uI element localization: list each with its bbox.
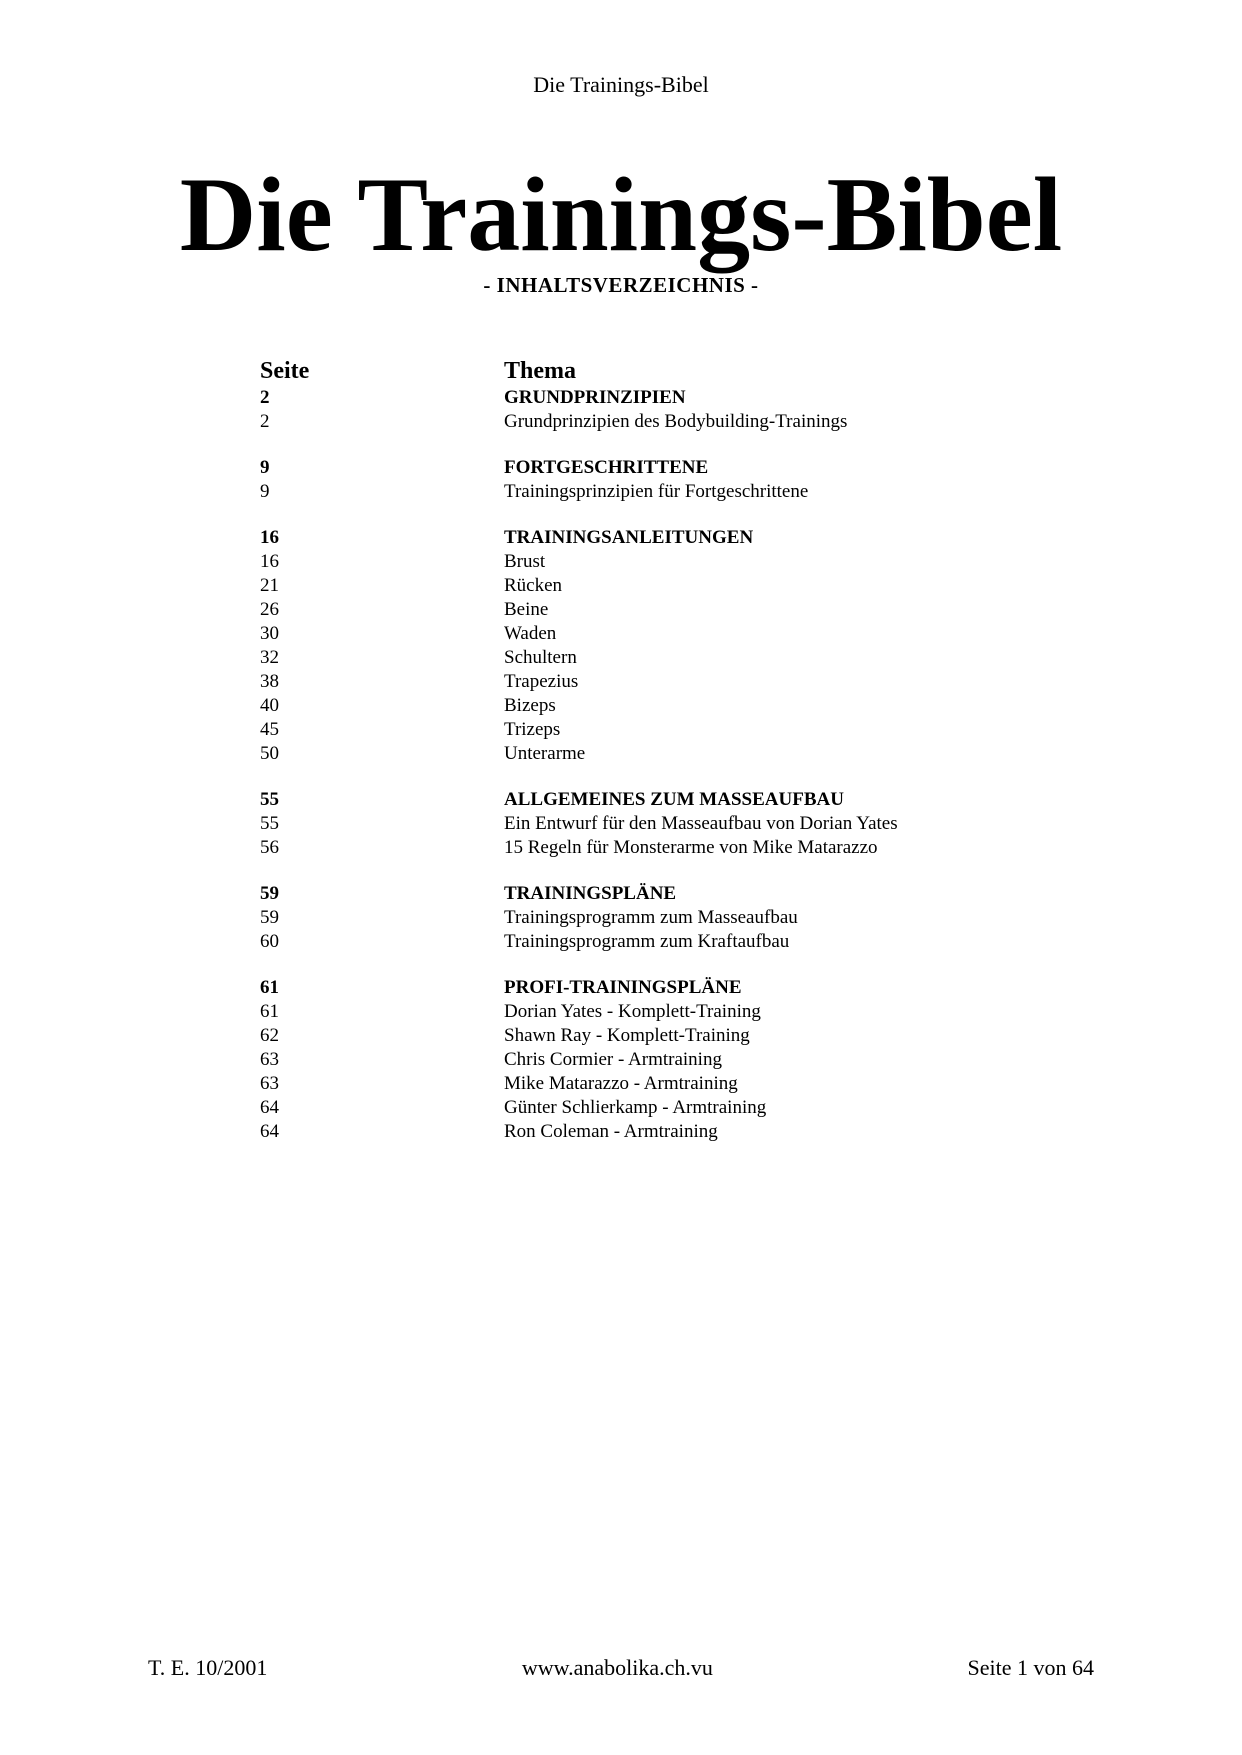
toc-section-title: FORTGESCHRITTENE: [504, 457, 709, 478]
toc-entry-page: 16: [260, 551, 279, 572]
toc-section-page: 16: [260, 527, 279, 548]
toc-entry-row: [260, 1120, 1020, 1144]
toc-entry-topic: Ron Coleman - Armtraining: [504, 1121, 718, 1142]
toc-entry-page: 64: [260, 1121, 279, 1142]
toc-header-row: [260, 356, 1020, 386]
footer-website: www.anabolika.ch.vu: [521, 1655, 713, 1680]
toc-entry-page: 21: [260, 575, 279, 596]
toc-section-title-row: [260, 976, 1020, 1000]
toc-entry-topic: Dorian Yates - Komplett-Training: [504, 1001, 761, 1022]
toc-entry-row: [260, 622, 1020, 646]
toc-entry-page: 60: [260, 931, 279, 952]
toc-entry-page: 32: [260, 647, 279, 668]
document-subtitle: - INHALTSVERZEICHNIS -: [483, 273, 759, 297]
toc-entry-row: [260, 480, 1020, 504]
toc-section-title-row: [260, 788, 1020, 812]
toc-section-page: 2: [260, 387, 270, 408]
toc-entry-topic: Chris Cormier - Armtraining: [504, 1049, 722, 1070]
toc-section-page: 61: [260, 977, 279, 998]
toc-section: [260, 386, 1020, 434]
toc-section: [260, 882, 1020, 954]
toc-entry-row: [260, 410, 1020, 434]
toc-entry-topic: 15 Regeln für Monsterarme von Mike Matarazzo: [504, 837, 878, 858]
toc-entry-page: 38: [260, 671, 279, 692]
toc-section-title: PROFI-TRAININGSPLÄNE: [504, 977, 742, 998]
toc-section: [260, 976, 1020, 1144]
table-of-contents: [260, 356, 1020, 1166]
toc-entry-page: 63: [260, 1049, 279, 1070]
toc-entry-page: 56: [260, 837, 279, 858]
document-title: Die Trainings-Bibel: [179, 156, 1063, 273]
toc-entry-topic: Trapezius: [504, 671, 579, 692]
toc-section-page: 9: [260, 457, 270, 478]
toc-entry-row: [260, 646, 1020, 670]
toc-entry-row: [260, 930, 1020, 954]
toc-section-title-row: [260, 526, 1020, 550]
toc-entry-topic: Grundprinzipien des Bodybuilding-Trainings: [504, 411, 848, 432]
toc-entry-topic: Bizeps: [504, 695, 556, 716]
toc-entry-topic: Mike Matarazzo - Armtraining: [504, 1073, 738, 1094]
toc-entry-row: [260, 1024, 1020, 1048]
toc-section: [260, 788, 1020, 860]
toc-entry-topic: Trainingsprogramm zum Kraftaufbau: [504, 931, 790, 952]
toc-entry-topic: Trizeps: [504, 719, 561, 740]
toc-section-title: TRAININGSPLÄNE: [504, 883, 677, 904]
toc-section-title-row: [260, 882, 1020, 906]
toc-entry-page: 62: [260, 1025, 279, 1046]
toc-entry-row: [260, 1096, 1020, 1120]
toc-entry-page: 64: [260, 1097, 279, 1118]
toc-entry-page: 30: [260, 623, 279, 644]
toc-section-title: ALLGEMEINES ZUM MASSEAUFBAU: [504, 789, 844, 810]
toc-entry-topic: Günter Schlierkamp - Armtraining: [504, 1097, 767, 1118]
toc-entry-row: [260, 836, 1020, 860]
toc-entry-topic: Rücken: [504, 575, 563, 596]
toc-entry-page: 55: [260, 813, 279, 834]
toc-entry-row: [260, 598, 1020, 622]
toc-entry-page: 61: [260, 1001, 279, 1022]
toc-section-title: TRAININGSANLEITUNGEN: [504, 527, 754, 548]
footer-date: T. E. 10/2001: [148, 1655, 268, 1680]
toc-entry-page: 40: [260, 695, 279, 716]
toc-entry-topic: Schultern: [504, 647, 577, 668]
toc-entry-page: 45: [260, 719, 279, 740]
toc-entry-topic: Waden: [504, 623, 557, 644]
toc-section-title: GRUNDPRINZIPIEN: [504, 387, 686, 408]
toc-section: [260, 526, 1020, 766]
toc-entry-row: [260, 1072, 1020, 1096]
toc-entry-row: [260, 1048, 1020, 1072]
toc-entry-row: [260, 694, 1020, 718]
toc-entry-page: 59: [260, 907, 279, 928]
toc-entry-topic: Brust: [504, 551, 546, 572]
toc-entry-row: [260, 550, 1020, 574]
toc-entry-row: [260, 670, 1020, 694]
toc-page-column-header: Seite: [260, 358, 310, 384]
toc-entry-topic: Shawn Ray - Komplett-Training: [504, 1025, 750, 1046]
toc-entry-topic: Trainingsprinzipien für Fortgeschrittene: [504, 481, 809, 502]
toc-entry-page: 9: [260, 481, 270, 502]
toc-entry-row: [260, 812, 1020, 836]
toc-section-title-row: [260, 386, 1020, 410]
toc-entry-page: 50: [260, 743, 279, 764]
toc-entry-page: 2: [260, 411, 270, 432]
toc-entry-topic: Trainingsprogramm zum Masseaufbau: [504, 907, 798, 928]
page-footer: [148, 1655, 1094, 1681]
toc-topic-column-header: Thema: [504, 358, 576, 384]
toc-section-title-row: [260, 456, 1020, 480]
toc-entry-topic: Beine: [504, 599, 549, 620]
toc-entry-row: [260, 718, 1020, 742]
toc-section-page: 59: [260, 883, 279, 904]
toc-entry-topic: Ein Entwurf für den Masseaufbau von Dorian Yates: [504, 813, 898, 834]
toc-entry-row: [260, 742, 1020, 766]
toc-entry-row: [260, 906, 1020, 930]
toc-entry-row: [260, 1000, 1020, 1024]
toc-entry-row: [260, 574, 1020, 598]
toc-entry-page: 63: [260, 1073, 279, 1094]
toc-entry-topic: Unterarme: [504, 743, 586, 764]
toc-section: [260, 456, 1020, 504]
toc-body: [260, 386, 1020, 1144]
toc-section-page: 55: [260, 789, 279, 810]
footer-page-number: Seite 1 von 64: [967, 1655, 1094, 1680]
toc-entry-page: 26: [260, 599, 279, 620]
running-header: Die Trainings-Bibel: [533, 72, 709, 97]
